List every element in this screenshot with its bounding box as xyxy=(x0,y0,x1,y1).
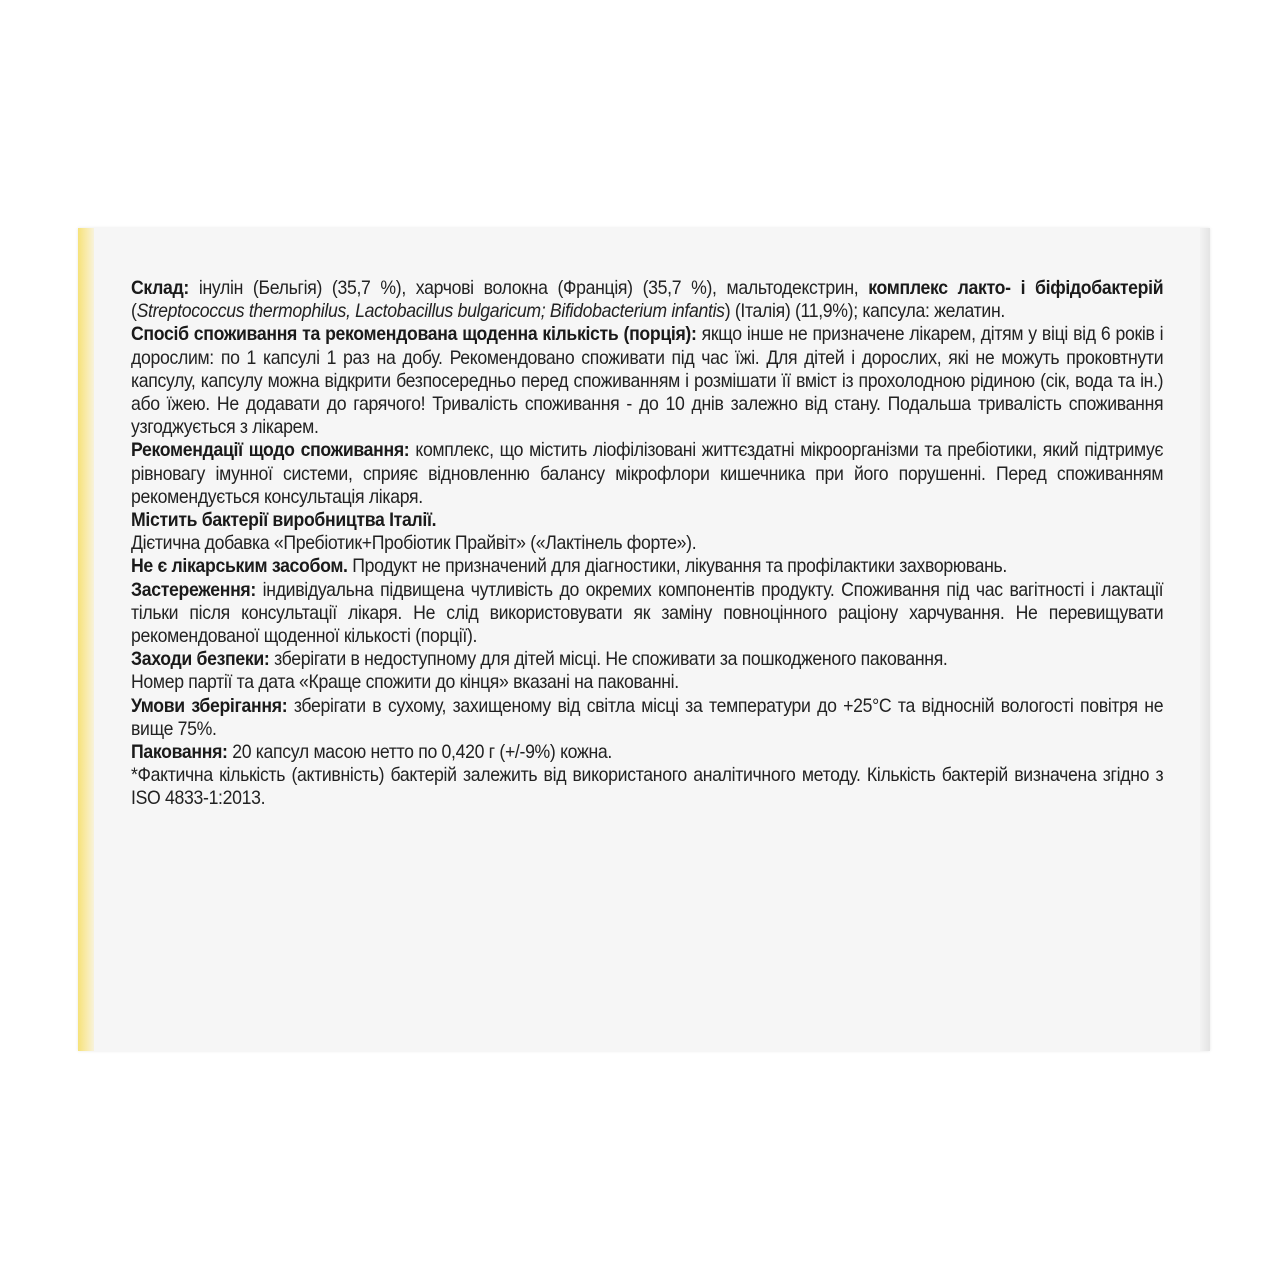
composition-bacteria-species: Streptococcus thermophilus, Lactobacillus bulgaricum; Bifidobacterium infantis xyxy=(136,301,725,323)
packaging-paragraph xyxy=(131,741,1163,764)
packaging-text: 20 капсул масою нетто по 0,420 г (+/-9%) кожна. xyxy=(227,742,612,764)
usage-paragraph xyxy=(131,323,1163,439)
safety-paragraph xyxy=(131,648,1163,671)
composition-paragraph xyxy=(131,277,1163,323)
composition-bacteria-complex: комплекс лакто- і біфідобактерій xyxy=(868,278,1164,299)
usage-label: Спосіб споживання та рекомендована щоденна кількість (порція): xyxy=(131,324,697,346)
bacteria-origin-paragraph xyxy=(131,509,1163,532)
warnings-label: Застереження: xyxy=(131,579,256,601)
warnings-paragraph xyxy=(131,579,1163,649)
bacteria-origin-label: Містить бактерії виробництва Італії. xyxy=(131,510,437,532)
package-label-panel xyxy=(78,228,1210,1051)
footnote-paragraph xyxy=(131,764,1163,810)
not-medicine-text: Продукт не призначений для діагностики, лікування та профілактики захворювань. xyxy=(347,556,1008,578)
footnote-text: *Фактична кількість (активність) бактерій залежить від використаного аналітичного методу. Кількість бактерій визначена згідно з ISO 4833-1:2013. xyxy=(131,765,1164,810)
recommendations-label: Рекомендації щодо споживання: xyxy=(131,440,410,462)
storage-text: зберігати в сухому, захищеному від світла місці за температури до +25°С та відносній вологості повітря не вище 75%. xyxy=(131,695,1164,740)
batch-paragraph xyxy=(131,671,1163,694)
right-side-edge xyxy=(1200,228,1210,1051)
recommendations-text: комплекс, що містить ліофілізовані життєздатні мікроорганізми та пребіотики, який підтримує рівновагу імунної системи, сприяє відновленню балансу мікрофлори кишечника при його порушенні. Перед споживанням рекомендується консультація лікаря. xyxy=(131,440,1164,508)
product-info-text xyxy=(131,277,1163,811)
storage-label: Умови зберігання: xyxy=(131,695,288,717)
safety-text: зберігати в недоступному для дітей місці. Не споживати за пошкодженого паковання. xyxy=(269,649,948,671)
usage-text: якщо інше не призначене лікарем, дітям у віці від 6 років і дорослим: по 1 капсулі 1 раз на добу. Рекомендовано споживати під час їжі. Для дітей і дорослих, які не можуть проковтнути капсулу, капсулу можна відкрити безпосередньо перед споживанням і розмішати її вміст із прохолодною рідиною (сік, вода та ін.) або їжею. Не додавати до гарячого! Тривалість споживання - до 10 днів залежно від стану. Подальша тривалість споживання узгоджується з лікарем. xyxy=(131,324,1164,439)
not-medicine-label: Не є лікарським засобом. xyxy=(131,556,348,578)
composition-label: Склад: xyxy=(131,278,189,299)
supplement-paragraph xyxy=(131,532,1163,555)
composition-text-2: ( xyxy=(131,301,137,323)
warnings-text: індивідуальна підвищена чутливість до окремих компонентів продукту. Споживання під час вагітності і лактації тільки після консультації лікаря. Не слід використовувати як заміну повноцінного раціону харчування. Не перевищувати рекомендованої щоденної кількості (порції). xyxy=(131,579,1164,648)
safety-label: Заходи безпеки: xyxy=(131,649,270,671)
batch-text: Номер партії та дата «Краще спожити до кінця» вказані на пакованні. xyxy=(131,672,679,694)
packaging-label: Паковання: xyxy=(131,742,228,764)
composition-text-3: ) (Італія) (11,9%); капсула: желатин. xyxy=(724,301,1005,323)
yellow-side-edge xyxy=(78,228,94,1051)
composition-text-1: інулін (Бельгія) (35,7 %), харчові волокна (Франція) (35,7 %), мальтодекстрин, xyxy=(188,278,869,299)
not-medicine-paragraph xyxy=(131,555,1163,578)
storage-paragraph xyxy=(131,695,1163,741)
recommendations-paragraph xyxy=(131,439,1163,509)
supplement-text: Дієтична добавка «Пребіотик+Пробіотик Прайвіт» («Лактінель форте»). xyxy=(131,533,697,555)
